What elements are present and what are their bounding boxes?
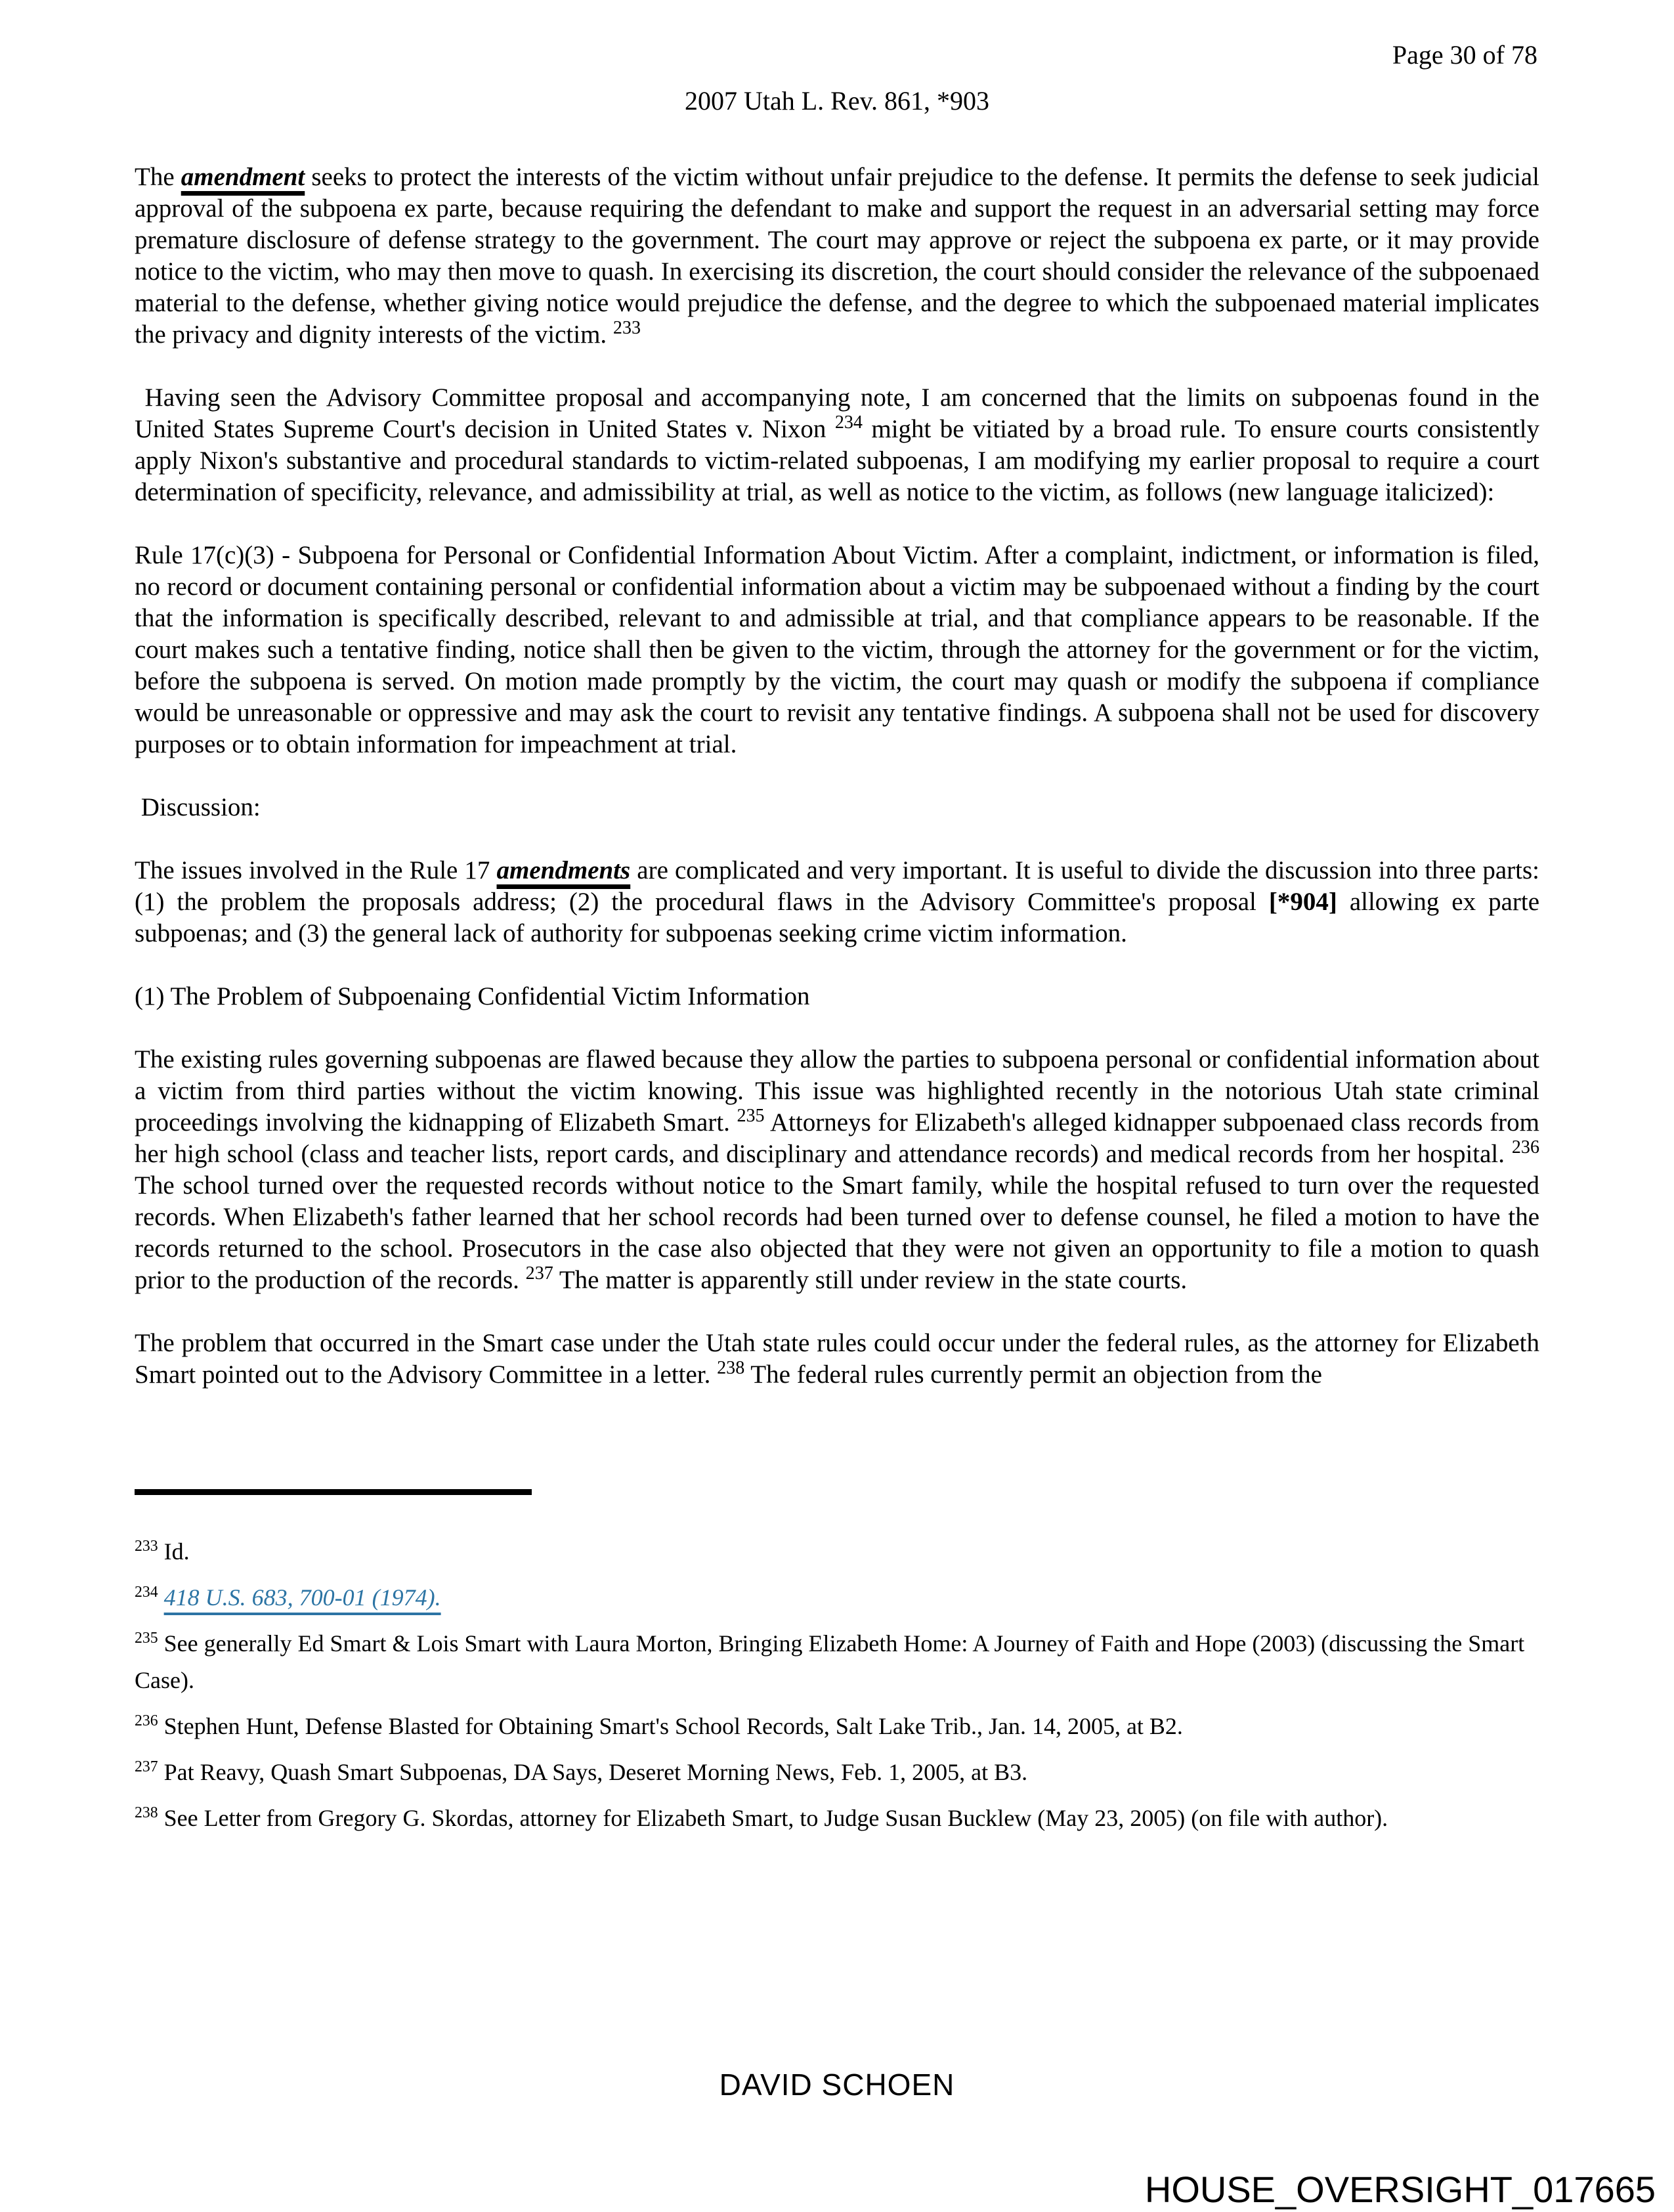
text-segment: The existing rules governing subpoenas are flawed because they allow the parties to subpoena personal or confidential information about a victim from third parties without the victim knowing. This issue was highlighted recently in the notorious Utah state criminal proceedings involving the kidnapping of Elizabeth Smart. (135, 1045, 1539, 1137)
para-existing-rules-flawed (135, 1044, 1539, 1296)
case-citation-link[interactable]: 418 U.S. 683, 700-01 (1974). (163, 1584, 441, 1611)
page-indicator: Page 30 of 78 (1392, 40, 1537, 70)
text-segment: Id. (158, 1538, 190, 1565)
text-segment: Pat Reavy, Quash Smart Subpoenas, DA Says, Deseret Morning News, Feb. 1, 2005, at B3. (158, 1759, 1028, 1785)
footnote-ref: 234 (834, 412, 863, 433)
text-segment: See generally Ed Smart & Lois Smart with Laura Morton, Bringing Elizabeth Home: A Journey of Faith and Hope (2003) (discussing the Smart Case). (135, 1630, 1525, 1693)
text-segment: The federal rules currently permit an objection from the (744, 1360, 1322, 1389)
footer-author-name: DAVID SCHOEN (719, 2068, 955, 2102)
footnote-number: 235 (135, 1630, 158, 1647)
page-marker: [*904] (1268, 888, 1337, 916)
footnote-number: 233 (135, 1538, 158, 1555)
footnote-separator-rule (135, 1489, 532, 1495)
document-content (135, 162, 1539, 1846)
text-segment: The (135, 163, 181, 191)
citation-header: 2007 Utah L. Rev. 861, *903 (684, 86, 990, 116)
para-amendment-purpose (135, 162, 1539, 351)
text-segment: Having seen the Advisory Committee proposal and accompanying note, I am concerned that the limits on subpoenas found in the United States Supreme Court's decision in United States v. Nixon (135, 383, 1539, 443)
emphasized-term: amendment (181, 163, 305, 191)
text-segment: The school turned over the requested records without notice to the Smart family, while the hospital refused to turn over the requested records. When Elizabeth's father learned that her school records had been turned over to defense counsel, he filed a motion to have the records returned to the school. Prosecutors in the case also objected that they were not given an opportunity to file a motion to quash prior to the production of the records. (135, 1171, 1539, 1294)
footnote-236 (135, 1708, 1539, 1745)
footnote-234 (135, 1579, 1539, 1616)
bates-number: HOUSE_OVERSIGHT_017665 (1144, 2169, 1656, 2210)
text-segment: Discussion: (135, 793, 261, 821)
heading-problem-of-subpoenaing (135, 981, 1539, 1012)
text-segment: Attorneys for Elizabeth's alleged kidnapper subpoenaed class records from her high school (class and teacher lists, report cards, and disciplinary and attendance records) and medical records from her hospital. (135, 1108, 1540, 1168)
text-segment: allowing ex parte subpoenas; and (3) the general lack of authority for subpoenas seeking crime victim information. (135, 888, 1540, 947)
footnote-237 (135, 1754, 1539, 1790)
document-body (135, 162, 1539, 1391)
text-segment: The problem that occurred in the Smart case under the Utah state rules could occur under the federal rules, as the attorney for Elizabeth Smart pointed out to the Advisory Committee in a letter. (135, 1329, 1539, 1389)
para-discussion-label (135, 792, 1539, 823)
text-segment: The issues involved in the Rule 17 (135, 856, 497, 884)
footnote-number: 237 (135, 1758, 158, 1775)
footnote-ref: 238 (717, 1358, 745, 1378)
text-segment: Rule 17(c)(3) - Subpoena for Personal or Confidential Information About Victim. After a complaint, indictment, or information is filed, no record or document containing personal or confidential information about a victim may be subpoenaed without a finding by the court that the information is specifically described, relevant to and admissible at trial, and that compliance appears to be reasonable. If the court makes such a tentative finding, notice shall then be given to the victim, through the attorney for the government or for the victim, before the subpoena is served. On motion made promptly by the victim, the court may quash or modify the subpoena if compliance would be unreasonable or oppressive and may ask the court to revisit any tentative findings. A subpoena shall not be used for discovery purposes or to obtain information for impeachment at trial. (135, 541, 1539, 758)
footnote-number: 236 (135, 1712, 158, 1729)
footnote-235 (135, 1625, 1539, 1699)
footnote-ref: 236 (1511, 1137, 1539, 1158)
footnote-ref: 237 (525, 1263, 553, 1284)
text-segment: are complicated and very important. It is useful to divide the discussion into three parts: (1) the problem the proposals address; (2) the procedural flaws in the Advisory Committee's proposal (135, 856, 1539, 916)
footnote-number: 234 (135, 1584, 158, 1601)
text-segment: might be vitiated by a broad rule. To ensure courts consistently apply Nixon's substantive and procedural standards to victim-related subpoenas, I am modifying my earlier proposal to require a court determination of specificity, relevance, and admissibility at trial, as well as notice to the victim, as follows (new language italicized): (135, 415, 1539, 506)
footnotes-section (135, 1533, 1539, 1836)
text-segment: The matter is apparently still under review in the state courts. (553, 1266, 1188, 1294)
text-segment: seeks to protect the interests of the victim without unfair prejudice to the defense. It permits the defense to seek judicial approval of the subpoena ex parte, because requiring the defendant to make and support the request in an adversarial setting may force premature disclosure of defense strategy to the government. The court may approve or reject the subpoena ex parte, or it may provide notice to the victim, who may then move to quash. In exercising its discretion, the court should consider the relevance of the subpoenaed material to the defense, whether giving notice would prejudice the defense, and the degree to which the subpoenaed material implicates the privacy and dignity interests of the victim. (135, 163, 1539, 349)
text-segment (158, 1584, 164, 1611)
footnote-238 (135, 1800, 1539, 1836)
text-segment: (1) The Problem of Subpoenaing Confidential Victim Information (135, 982, 810, 1010)
text-segment: Stephen Hunt, Defense Blasted for Obtaining Smart's School Records, Salt Lake Trib., Jan. 14, 2005, at B2. (158, 1713, 1183, 1739)
emphasized-term: amendments (496, 856, 631, 884)
text-segment: See Letter from Gregory G. Skordas, attorney for Elizabeth Smart, to Judge Susan Bucklew (May 23, 2005) (on file with author). (158, 1805, 1388, 1831)
para-smart-case-federal-rules (135, 1328, 1539, 1391)
footnote-ref: 233 (612, 318, 641, 338)
para-issues-three-parts (135, 855, 1539, 949)
footnote-number: 238 (135, 1804, 158, 1821)
footnote-ref: 235 (737, 1106, 765, 1126)
para-advisory-committee-concern (135, 382, 1539, 508)
para-rule-17c3-text (135, 540, 1539, 760)
footnote-233 (135, 1533, 1539, 1570)
